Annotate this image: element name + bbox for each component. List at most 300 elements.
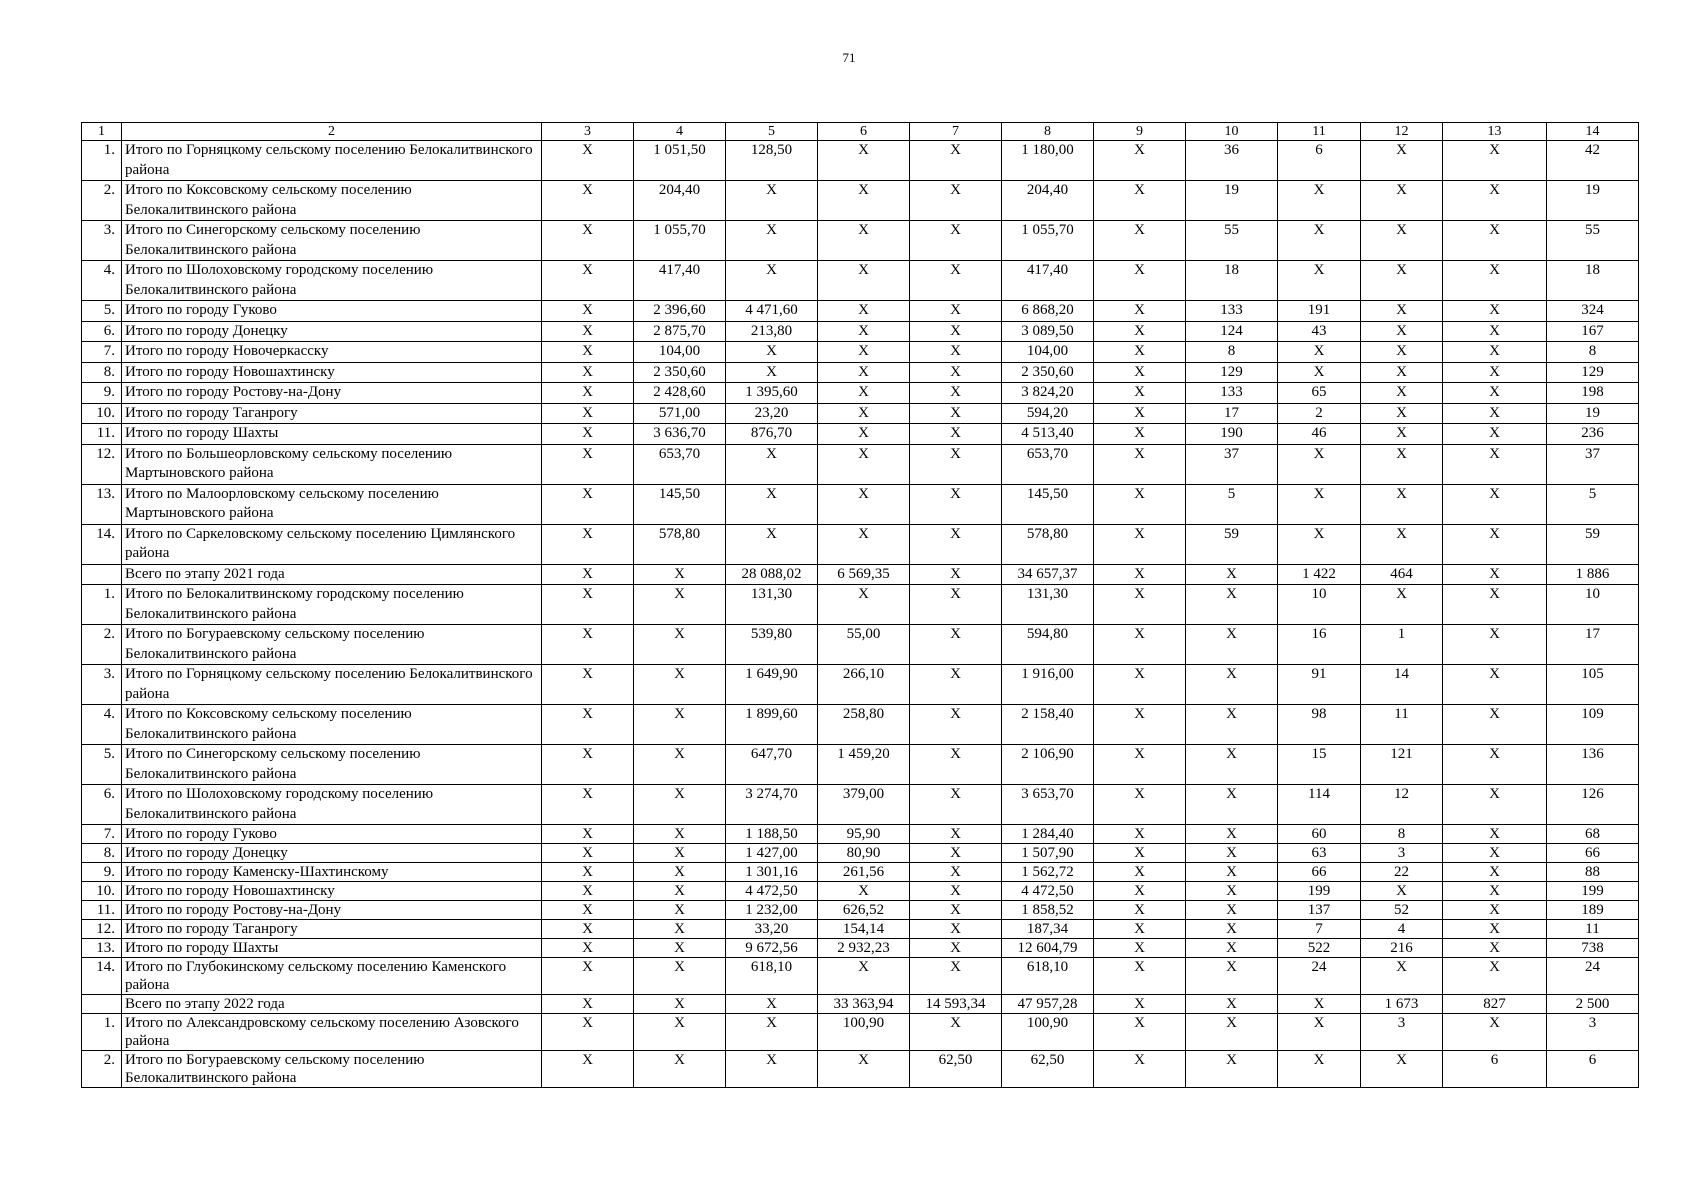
cell-col-4: X	[634, 995, 726, 1014]
cell-col-11: 91	[1278, 665, 1361, 705]
cell-col-6: X	[818, 1051, 910, 1088]
table-row	[82, 1014, 1639, 1051]
cell-col-4: X	[634, 705, 726, 745]
settlement-name: Итого по городу Новочеркасску	[122, 342, 542, 363]
row-number: 2.	[82, 181, 122, 221]
cell-col-5: X	[726, 342, 818, 363]
cell-col-6: 1 459,20	[818, 745, 910, 785]
table-row	[82, 882, 1639, 901]
cell-col-12: X	[1361, 221, 1443, 261]
cell-col-13: X	[1443, 342, 1547, 363]
cell-col-6: X	[818, 261, 910, 301]
cell-col-9: X	[1094, 939, 1186, 958]
settlement-name: Итого по Коксовскому сельскому поселению Белокалитвинского района	[122, 181, 542, 221]
cell-col-9: X	[1094, 785, 1186, 825]
cell-col-9: X	[1094, 181, 1186, 221]
cell-col-10: 190	[1186, 424, 1278, 445]
cell-col-13: X	[1443, 221, 1547, 261]
cell-col-7: X	[910, 141, 1002, 181]
settlement-name: Итого по Синегорскому сельскому поселению Белокалитвинского района	[122, 221, 542, 261]
cell-col-3: X	[542, 564, 634, 585]
cell-col-7: 62,50	[910, 1051, 1002, 1088]
settlement-name: Итого по городу Шахты	[122, 939, 542, 958]
cell-col-5: 23,20	[726, 403, 818, 424]
cell-col-10: X	[1186, 785, 1278, 825]
cell-col-3: X	[542, 882, 634, 901]
cell-col-13: X	[1443, 920, 1547, 939]
cell-col-14: 109	[1547, 705, 1639, 745]
cell-col-4: X	[634, 901, 726, 920]
cell-col-7: X	[910, 484, 1002, 524]
cell-col-3: X	[542, 920, 634, 939]
cell-col-6: X	[818, 362, 910, 383]
cell-col-8: 100,90	[1002, 1014, 1094, 1051]
cell-col-3: X	[542, 625, 634, 665]
settlement-name: Итого по Горняцкому сельскому поселению Белокалитвинского района	[122, 665, 542, 705]
cell-col-14: 6	[1547, 1051, 1639, 1088]
cell-col-9: X	[1094, 403, 1186, 424]
cell-col-13: X	[1443, 745, 1547, 785]
cell-col-9: X	[1094, 362, 1186, 383]
cell-col-10: 133	[1186, 383, 1278, 404]
cell-col-9: X	[1094, 564, 1186, 585]
cell-col-3: X	[542, 444, 634, 484]
cell-col-4: 578,80	[634, 524, 726, 564]
cell-col-11: 60	[1278, 825, 1361, 844]
cell-col-12: X	[1361, 403, 1443, 424]
cell-col-4: 1 055,70	[634, 221, 726, 261]
cell-col-13: X	[1443, 444, 1547, 484]
cell-col-14: 8	[1547, 342, 1639, 363]
row-number: 13.	[82, 939, 122, 958]
cell-col-9: X	[1094, 863, 1186, 882]
row-number: 5.	[82, 301, 122, 322]
cell-col-3: X	[542, 321, 634, 342]
cell-col-5: X	[726, 261, 818, 301]
cell-col-11: 65	[1278, 383, 1361, 404]
cell-col-7: X	[910, 939, 1002, 958]
cell-col-6: 33 363,94	[818, 995, 910, 1014]
cell-col-4: X	[634, 863, 726, 882]
settlement-name: Итого по городу Шахты	[122, 424, 542, 445]
row-number: 11.	[82, 901, 122, 920]
cell-col-3: X	[542, 261, 634, 301]
cell-col-8: 578,80	[1002, 524, 1094, 564]
cell-col-13: X	[1443, 705, 1547, 745]
cell-col-6: X	[818, 882, 910, 901]
cell-col-11: X	[1278, 261, 1361, 301]
cell-col-14: 24	[1547, 958, 1639, 995]
settlement-name: Итого по городу Каменску-Шахтинскому	[122, 863, 542, 882]
cell-col-4: 3 636,70	[634, 424, 726, 445]
cell-col-13: 6	[1443, 1051, 1547, 1088]
cell-col-12: 14	[1361, 665, 1443, 705]
stage-total-row	[82, 995, 1639, 1014]
cell-col-14: 17	[1547, 625, 1639, 665]
cell-col-3: X	[542, 825, 634, 844]
cell-col-6: X	[818, 524, 910, 564]
cell-col-5: 28 088,02	[726, 564, 818, 585]
table-row	[82, 362, 1639, 383]
cell-col-6: X	[818, 383, 910, 404]
row-number: 12.	[82, 444, 122, 484]
cell-col-6: 258,80	[818, 705, 910, 745]
settlement-name: Итого по Шолоховскому городскому поселению Белокалитвинского района	[122, 261, 542, 301]
cell-col-11: 63	[1278, 844, 1361, 863]
cell-col-8: 1 284,40	[1002, 825, 1094, 844]
cell-col-4: X	[634, 1014, 726, 1051]
column-number-9: 9	[1094, 123, 1186, 141]
page-number: 71	[842, 50, 856, 65]
cell-col-8: 131,30	[1002, 585, 1094, 625]
row-number	[82, 995, 122, 1014]
cell-col-8: 4 513,40	[1002, 424, 1094, 445]
cell-col-13: X	[1443, 301, 1547, 322]
settlement-name: Итого по Богураевскому сельскому поселению Белокалитвинского района	[122, 625, 542, 665]
cell-col-6: 95,90	[818, 825, 910, 844]
cell-col-3: X	[542, 1051, 634, 1088]
settlement-name: Итого по Синегорскому сельскому поселению Белокалитвинского района	[122, 745, 542, 785]
cell-col-7: X	[910, 321, 1002, 342]
row-number: 3.	[82, 221, 122, 261]
cell-col-6: 6 569,35	[818, 564, 910, 585]
cell-col-12: X	[1361, 882, 1443, 901]
settlement-name: Итого по городу Донецку	[122, 844, 542, 863]
cell-col-5: 1 649,90	[726, 665, 818, 705]
cell-col-6: X	[818, 321, 910, 342]
cell-col-8: 1 562,72	[1002, 863, 1094, 882]
cell-col-9: X	[1094, 958, 1186, 995]
table-row	[82, 444, 1639, 484]
cell-col-5: 618,10	[726, 958, 818, 995]
cell-col-6: 261,56	[818, 863, 910, 882]
cell-col-7: X	[910, 424, 1002, 445]
cell-col-3: X	[542, 785, 634, 825]
cell-col-10: X	[1186, 1014, 1278, 1051]
row-number: 2.	[82, 1051, 122, 1088]
cell-col-9: X	[1094, 444, 1186, 484]
data-table	[81, 122, 1639, 1088]
cell-col-14: 10	[1547, 585, 1639, 625]
cell-col-14: 236	[1547, 424, 1639, 445]
cell-col-5: 33,20	[726, 920, 818, 939]
table-row	[82, 785, 1639, 825]
cell-col-10: X	[1186, 882, 1278, 901]
cell-col-8: 618,10	[1002, 958, 1094, 995]
cell-col-4: 2 396,60	[634, 301, 726, 322]
cell-col-14: 18	[1547, 261, 1639, 301]
cell-col-11: 137	[1278, 901, 1361, 920]
cell-col-13: X	[1443, 585, 1547, 625]
column-number-7: 7	[910, 123, 1002, 141]
cell-col-9: X	[1094, 995, 1186, 1014]
cell-col-8: 187,34	[1002, 920, 1094, 939]
cell-col-11: X	[1278, 995, 1361, 1014]
cell-col-13: X	[1443, 181, 1547, 221]
cell-col-6: X	[818, 958, 910, 995]
cell-col-5: 647,70	[726, 745, 818, 785]
settlement-name: Итого по Богураевскому сельскому поселению Белокалитвинского района	[122, 1051, 542, 1088]
cell-col-7: X	[910, 221, 1002, 261]
cell-col-14: 189	[1547, 901, 1639, 920]
settlement-name: Итого по Горняцкому сельскому поселению Белокалитвинского района	[122, 141, 542, 181]
cell-col-9: X	[1094, 301, 1186, 322]
table-row	[82, 745, 1639, 785]
row-number: 7.	[82, 342, 122, 363]
cell-col-9: X	[1094, 825, 1186, 844]
cell-col-9: X	[1094, 1014, 1186, 1051]
cell-col-12: 1	[1361, 625, 1443, 665]
cell-col-7: X	[910, 625, 1002, 665]
table-row	[82, 403, 1639, 424]
cell-col-12: 464	[1361, 564, 1443, 585]
cell-col-13: X	[1443, 625, 1547, 665]
cell-col-10: X	[1186, 665, 1278, 705]
column-number-11: 11	[1278, 123, 1361, 141]
table-row	[82, 141, 1639, 181]
cell-col-12: 52	[1361, 901, 1443, 920]
cell-col-13: X	[1443, 665, 1547, 705]
row-number: 8.	[82, 362, 122, 383]
cell-col-14: 324	[1547, 301, 1639, 322]
cell-col-14: 5	[1547, 484, 1639, 524]
cell-col-7: X	[910, 564, 1002, 585]
cell-col-11: 98	[1278, 705, 1361, 745]
cell-col-10: X	[1186, 844, 1278, 863]
row-number: 11.	[82, 424, 122, 445]
cell-col-8: 1 055,70	[1002, 221, 1094, 261]
cell-col-5: 4 471,60	[726, 301, 818, 322]
cell-col-7: X	[910, 301, 1002, 322]
cell-col-14: 126	[1547, 785, 1639, 825]
cell-col-10: X	[1186, 958, 1278, 995]
cell-col-13: 827	[1443, 995, 1547, 1014]
table-row	[82, 301, 1639, 322]
cell-col-7: X	[910, 342, 1002, 363]
settlement-name: Итого по городу Новошахтинску	[122, 882, 542, 901]
row-number: 1.	[82, 585, 122, 625]
cell-col-12: X	[1361, 141, 1443, 181]
cell-col-10: X	[1186, 1051, 1278, 1088]
row-number: 12.	[82, 920, 122, 939]
cell-col-13: X	[1443, 362, 1547, 383]
cell-col-14: 2 500	[1547, 995, 1639, 1014]
row-number: 9.	[82, 863, 122, 882]
cell-col-5: 1 188,50	[726, 825, 818, 844]
cell-col-11: 114	[1278, 785, 1361, 825]
cell-col-6: 80,90	[818, 844, 910, 863]
row-number: 13.	[82, 484, 122, 524]
cell-col-3: X	[542, 995, 634, 1014]
column-number-1: 1	[82, 123, 122, 141]
cell-col-11: 191	[1278, 301, 1361, 322]
table-body	[82, 123, 1639, 1088]
cell-col-12: 1 673	[1361, 995, 1443, 1014]
cell-col-14: 66	[1547, 844, 1639, 863]
cell-col-6: X	[818, 181, 910, 221]
cell-col-3: X	[542, 901, 634, 920]
cell-col-14: 19	[1547, 403, 1639, 424]
cell-col-11: 15	[1278, 745, 1361, 785]
cell-col-3: X	[542, 745, 634, 785]
cell-col-5: 213,80	[726, 321, 818, 342]
cell-col-6: 2 932,23	[818, 939, 910, 958]
cell-col-10: X	[1186, 564, 1278, 585]
cell-col-9: X	[1094, 585, 1186, 625]
cell-col-8: 2 106,90	[1002, 745, 1094, 785]
row-number: 2.	[82, 625, 122, 665]
cell-col-5: 3 274,70	[726, 785, 818, 825]
cell-col-5: X	[726, 1014, 818, 1051]
cell-col-14: 199	[1547, 882, 1639, 901]
cell-col-6: 100,90	[818, 1014, 910, 1051]
cell-col-8: 1 507,90	[1002, 844, 1094, 863]
cell-col-8: 4 472,50	[1002, 882, 1094, 901]
cell-col-12: X	[1361, 362, 1443, 383]
cell-col-11: 7	[1278, 920, 1361, 939]
cell-col-12: X	[1361, 301, 1443, 322]
cell-col-11: X	[1278, 524, 1361, 564]
cell-col-7: X	[910, 261, 1002, 301]
column-number-8: 8	[1002, 123, 1094, 141]
cell-col-4: X	[634, 920, 726, 939]
table-row	[82, 901, 1639, 920]
cell-col-10: 129	[1186, 362, 1278, 383]
cell-col-10: 8	[1186, 342, 1278, 363]
cell-col-5: X	[726, 221, 818, 261]
cell-col-13: X	[1443, 484, 1547, 524]
cell-col-6: X	[818, 444, 910, 484]
cell-col-7: X	[910, 844, 1002, 863]
table-row	[82, 705, 1639, 745]
cell-col-14: 3	[1547, 1014, 1639, 1051]
cell-col-11: X	[1278, 342, 1361, 363]
cell-col-4: 2 875,70	[634, 321, 726, 342]
cell-col-4: 2 428,60	[634, 383, 726, 404]
cell-col-11: 2	[1278, 403, 1361, 424]
cell-col-6: 154,14	[818, 920, 910, 939]
cell-col-13: X	[1443, 564, 1547, 585]
cell-col-4: X	[634, 958, 726, 995]
cell-col-7: X	[910, 383, 1002, 404]
cell-col-14: 11	[1547, 920, 1639, 939]
cell-col-13: X	[1443, 844, 1547, 863]
cell-col-8: 653,70	[1002, 444, 1094, 484]
stage-total-label: Всего по этапу 2022 года	[122, 995, 542, 1014]
row-number: 3.	[82, 665, 122, 705]
cell-col-7: X	[910, 863, 1002, 882]
cell-col-8: 6 868,20	[1002, 301, 1094, 322]
settlement-name: Итого по Александровскому сельскому поселению Азовского района	[122, 1014, 542, 1051]
cell-col-11: 43	[1278, 321, 1361, 342]
cell-col-13: X	[1443, 901, 1547, 920]
cell-col-5: 9 672,56	[726, 939, 818, 958]
cell-col-12: X	[1361, 484, 1443, 524]
cell-col-3: X	[542, 524, 634, 564]
cell-col-12: 121	[1361, 745, 1443, 785]
row-number: 10.	[82, 403, 122, 424]
cell-col-4: X	[634, 745, 726, 785]
cell-col-6: 626,52	[818, 901, 910, 920]
cell-col-9: X	[1094, 141, 1186, 181]
cell-col-7: X	[910, 882, 1002, 901]
column-number-6: 6	[818, 123, 910, 141]
cell-col-7: 14 593,34	[910, 995, 1002, 1014]
cell-col-9: X	[1094, 745, 1186, 785]
cell-col-3: X	[542, 362, 634, 383]
settlement-name: Итого по Глубокинскому сельскому поселению Каменского района	[122, 958, 542, 995]
cell-col-10: 59	[1186, 524, 1278, 564]
cell-col-4: X	[634, 585, 726, 625]
cell-col-8: 3 824,20	[1002, 383, 1094, 404]
cell-col-9: X	[1094, 424, 1186, 445]
column-number-10: 10	[1186, 123, 1278, 141]
cell-col-7: X	[910, 362, 1002, 383]
cell-col-9: X	[1094, 844, 1186, 863]
cell-col-13: X	[1443, 141, 1547, 181]
settlement-name: Итого по городу Ростову-на-Дону	[122, 383, 542, 404]
cell-col-13: X	[1443, 1014, 1547, 1051]
cell-col-12: X	[1361, 958, 1443, 995]
cell-col-5: X	[726, 444, 818, 484]
cell-col-6: X	[818, 585, 910, 625]
cell-col-10: X	[1186, 825, 1278, 844]
table-row	[82, 939, 1639, 958]
cell-col-4: X	[634, 785, 726, 825]
row-number: 4.	[82, 261, 122, 301]
cell-col-11: 24	[1278, 958, 1361, 995]
cell-col-5: 1 301,16	[726, 863, 818, 882]
table-row	[82, 181, 1639, 221]
cell-col-13: X	[1443, 524, 1547, 564]
cell-col-12: 12	[1361, 785, 1443, 825]
row-number: 5.	[82, 745, 122, 785]
cell-col-11: X	[1278, 484, 1361, 524]
cell-col-10: X	[1186, 705, 1278, 745]
cell-col-3: X	[542, 939, 634, 958]
cell-col-12: 3	[1361, 844, 1443, 863]
cell-col-10: 133	[1186, 301, 1278, 322]
cell-col-12: X	[1361, 444, 1443, 484]
cell-col-11: 16	[1278, 625, 1361, 665]
cell-col-8: 104,00	[1002, 342, 1094, 363]
column-number-2: 2	[122, 123, 542, 141]
table-row	[82, 665, 1639, 705]
cell-col-8: 594,20	[1002, 403, 1094, 424]
cell-col-12: 216	[1361, 939, 1443, 958]
cell-col-10: X	[1186, 863, 1278, 882]
cell-col-8: 594,80	[1002, 625, 1094, 665]
cell-col-13: X	[1443, 321, 1547, 342]
cell-col-12: X	[1361, 321, 1443, 342]
table-row	[82, 863, 1639, 882]
cell-col-4: 653,70	[634, 444, 726, 484]
cell-col-8: 62,50	[1002, 1051, 1094, 1088]
cell-col-5: 128,50	[726, 141, 818, 181]
cell-col-3: X	[542, 484, 634, 524]
row-number	[82, 564, 122, 585]
cell-col-9: X	[1094, 383, 1186, 404]
row-number: 9.	[82, 383, 122, 404]
cell-col-5: X	[726, 1051, 818, 1088]
cell-col-7: X	[910, 901, 1002, 920]
cell-col-10: X	[1186, 920, 1278, 939]
table-row	[82, 825, 1639, 844]
cell-col-10: X	[1186, 939, 1278, 958]
cell-col-14: 1 886	[1547, 564, 1639, 585]
cell-col-9: X	[1094, 1051, 1186, 1088]
table-row	[82, 844, 1639, 863]
